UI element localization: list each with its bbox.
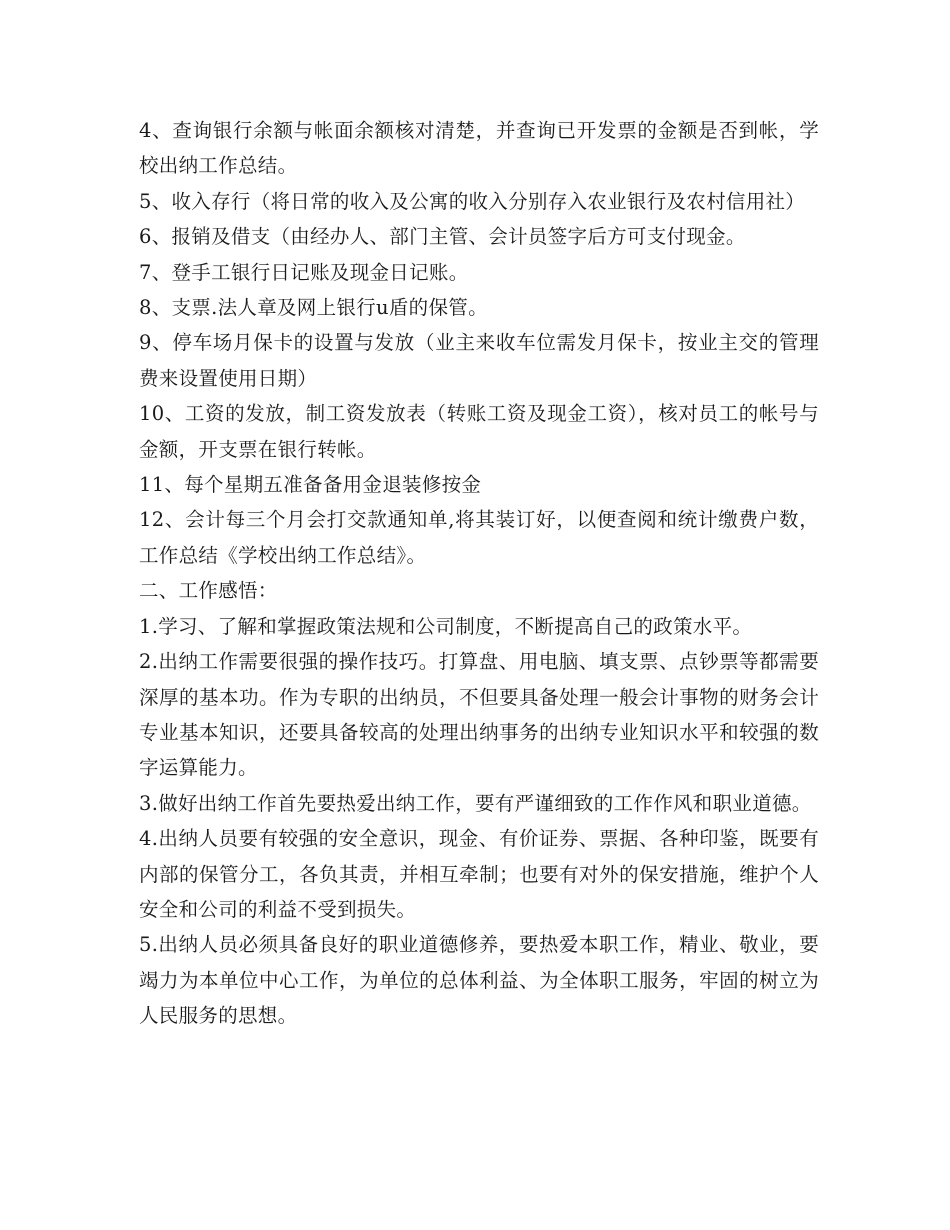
paragraph-item-11: 11、每个星期五准备备用金退装修按金	[139, 473, 482, 497]
paragraph-item-10: 10、工资的发放，制工资发放表（转账工资及现金工资），核对员工的帐号与金额，开支票在银行转帐。	[139, 402, 819, 461]
paragraph-item-5: 5、收入存行（将日常的收入及公寓的收入分别存入农业银行及农村信用社）	[139, 189, 806, 213]
paragraph-item-8: 8、支票.法人章及网上银行u盾的保管。	[139, 296, 488, 320]
section-heading: 二、工作感悟：	[139, 579, 278, 603]
paragraph-item-4: 4、查询银行余额与帐面余额核对清楚，并查询已开发票的金额是否到帐，学校出纳工作总结。	[139, 119, 819, 178]
insight-item-2: 2.出纳工作需要很强的操作技巧。打算盘、用电脑、填支票、点钞票等都需要深厚的基本功。作为专职的出纳员，不但要具备处理一般会计事物的财务会计专业基本知识，还要具备较高的处理出纳事务的出纳专业知识水平和较强的数字运算能力。	[139, 650, 819, 780]
paragraph-item-9: 9、停车场月保卡的设置与发放（业主来收车位需发月保卡，按业主交的管理费来设置使用日期）	[139, 331, 819, 390]
paragraph-item-12: 12、会计每三个月会打交款通知单,将其装订好，以便查阅和统计缴费户数，工作总结《学校出纳工作总结》。	[139, 508, 819, 567]
insight-item-5: 5.出纳人员必须具备良好的职业道德修养，要热爱本职工作，精业、敬业，要竭力为本单位中心工作，为单位的总体利益、为全体职工服务，牢固的树立为人民服务的思想。	[139, 933, 819, 1028]
insight-item-3: 3.做好出纳工作首先要热爱出纳工作，要有严谨细致的工作作风和职业道德。	[139, 791, 812, 815]
paragraph-item-6: 6、报销及借支（由经办人、部门主管、会计员签字后方可支付现金。	[139, 225, 746, 249]
document-body	[139, 113, 819, 1034]
insight-item-4: 4.出纳人员要有较强的安全意识，现金、有价证券、票据、各种印鉴，既要有内部的保管分工，各负其责，并相互牵制；也要有对外的保安措施，维护个人安全和公司的利益不受到损失。	[139, 827, 819, 921]
insight-item-1: 1.学习、了解和掌握政策法规和公司制度，不断提高自己的政策水平。	[139, 614, 753, 638]
paragraph-item-7: 7、登手工银行日记账及现金日记账。	[139, 260, 469, 284]
